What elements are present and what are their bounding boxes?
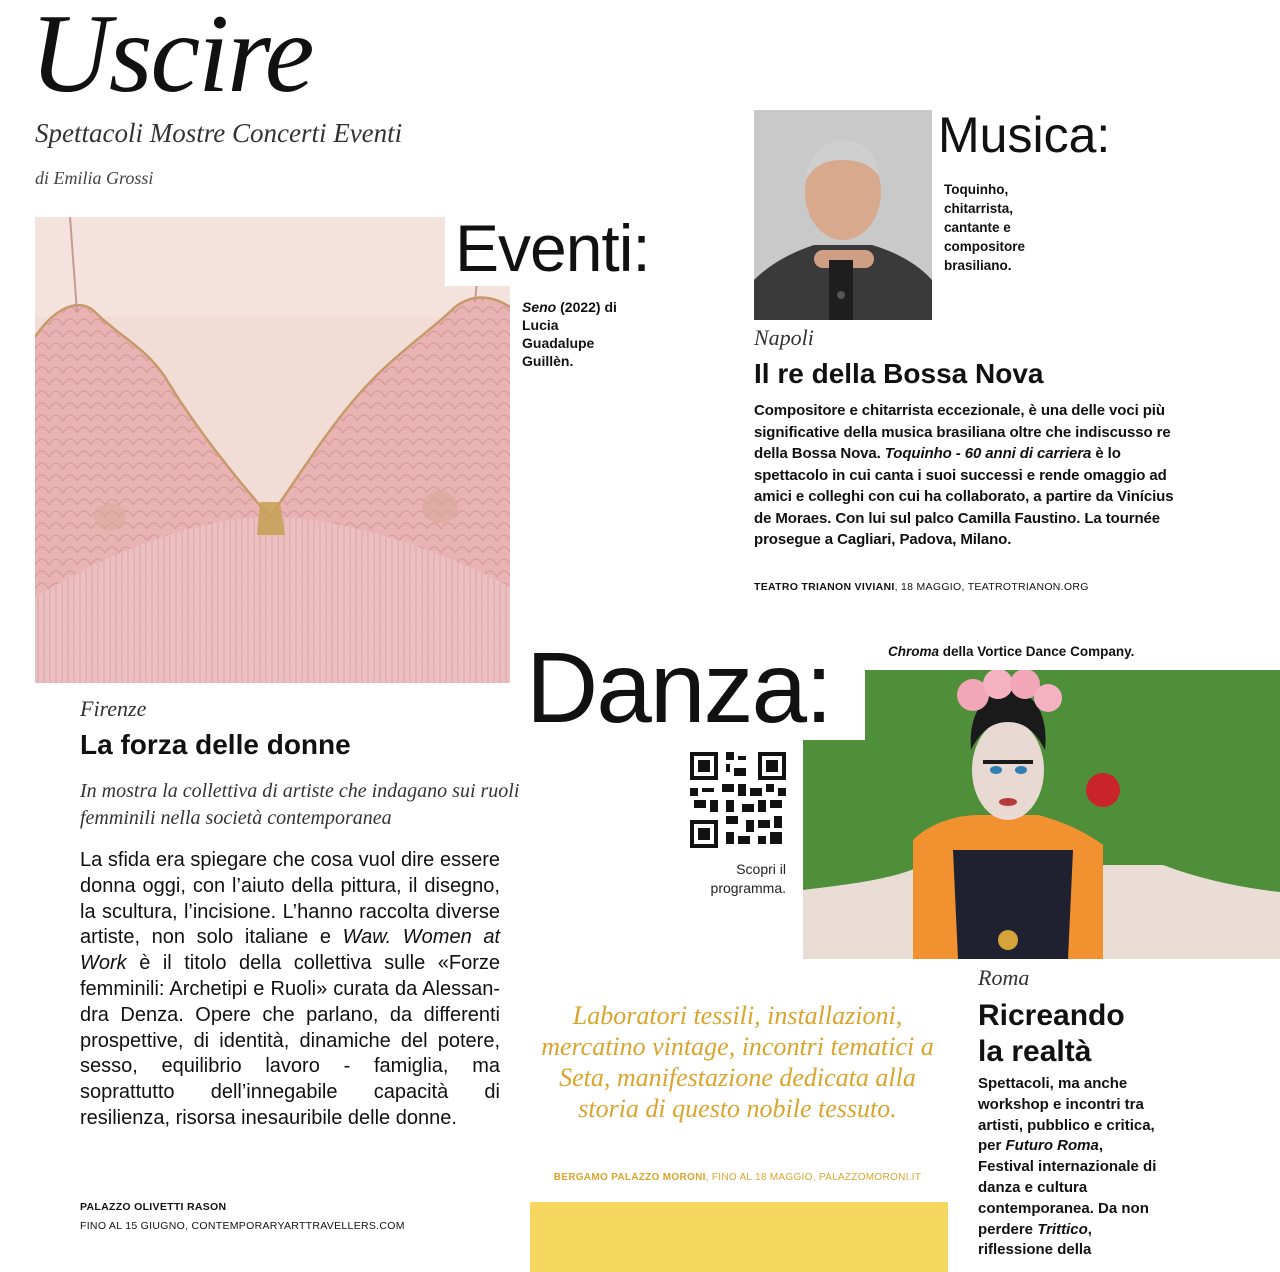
article-body-part-1: Compositore e chitarrista eccezionale, è una delle voci più significative della musica brasiliana oltre che indiscusso re della Bossa Nova. xyxy=(754,402,1171,462)
article-body xyxy=(754,400,1179,551)
article-date: FINO AL 15 GIUGNO, CONTEMPORARYARTTRAVELLERS.COM xyxy=(80,1220,405,1232)
article-title: Ricreando la realtà xyxy=(978,999,1125,1068)
article-body-part-2: , Festival internazionale di danza e cultura contemporanea. Da non perdere xyxy=(978,1137,1157,1238)
dance-caption-rest: della Vortice Dance Company. xyxy=(939,644,1135,659)
article-title: La forza delle donne xyxy=(80,729,351,760)
venue-date: , 18 MAGGIO, TEATROTRIANON.ORG xyxy=(894,581,1089,593)
byline: di Emilia Grossi xyxy=(35,168,154,188)
pull-quote-venue xyxy=(535,1172,940,1183)
musician-caption: Toquinho, chitarrista, cantante e compositore brasiliano. xyxy=(944,182,1026,273)
pull-quote: Laboratori tessili, installazioni, mercatino vintage, incontri tematici a Seta, manifestazione dedicata alla storia di questo nobile tessuto. xyxy=(541,1001,934,1123)
article-city: Napoli xyxy=(754,325,814,350)
article-title: Il re della Bossa Nova xyxy=(754,358,1044,389)
dance-photo-caption xyxy=(888,644,1134,659)
magazine-section-title: Uscire xyxy=(30,0,313,116)
article-body-part-2: è lo spettacolo in cui canta i suoi successi e rende omaggio ad amici e colleghi con cui ha collaborato, a partire da Vinícius de Moraes. Con lui sul palco Camilla Faustino. La tournée prosegue a Cagliari, Padova, Milano. xyxy=(754,445,1174,548)
venue-name: BERGAMO PALAZZO MORONI xyxy=(553,1172,706,1183)
artwork-caption-rest: (2022) di Lucia Guadalupe Guillèn. xyxy=(522,299,617,369)
eventi-heading: Eventi: xyxy=(455,211,650,285)
yellow-advert-block xyxy=(530,1202,948,1272)
qr-code[interactable] xyxy=(690,752,786,848)
musica-heading: Musica: xyxy=(938,107,1111,163)
article-body-italic: Toquinho - 60 anni di carriera xyxy=(884,445,1092,462)
qr-caption: Scopri il programma. xyxy=(710,861,786,896)
dancer-photo xyxy=(803,670,1280,959)
article-deck: In mostra la collettiva di artiste che indagano sui ruoli femminili nella società contemporanea xyxy=(80,780,520,829)
article-city: Firenze xyxy=(80,696,147,721)
article-body-part-1: La sfida era spiegare che cosa vuol dire essere donna oggi, con l’aiuto della pittura, il disegno, la scultura, l’incisione. L’hanno raccolta diverse artiste, non solo italiane e xyxy=(80,849,500,949)
section-subtitle: Spettacoli Mostre Concerti Eventi xyxy=(35,118,403,148)
article-body xyxy=(978,1074,1158,1272)
article-body-italic-2: Trittico xyxy=(1037,1220,1088,1238)
article-body xyxy=(80,848,500,1132)
artwork-image xyxy=(35,217,510,683)
venue-name: TEATRO TRIANON VIVIANI xyxy=(754,581,895,593)
article-city: Roma xyxy=(978,965,1030,990)
article-venue xyxy=(754,581,1089,593)
artwork-caption-title: Seno xyxy=(522,299,557,315)
artwork-caption xyxy=(522,298,632,370)
article-body-italic: Waw. Women at Work xyxy=(80,926,501,975)
article-body-italic-1: Futuro Roma xyxy=(1005,1137,1099,1155)
article-venue: PALAZZO OLIVETTI RASON xyxy=(80,1201,227,1213)
article-body-part-2: è il titolo della collettiva sulle «Forze femminili: Archetipi e Ruoli» curata da Alessandra Denza. Opere che parlano, da differenti prospettive, di identità, dinamiche del potere, sesso, equilibrio lavoro - famiglia, ma soprattutto dell’innegabile capacità di resilienza, risorsa inesauribile delle donne. xyxy=(80,952,500,1129)
venue-date: , FINO AL 18 MAGGIO, PALAZZOMORONI.IT xyxy=(705,1172,922,1183)
article-body-part-3: , riflessione della xyxy=(978,1220,1092,1259)
article-body-part-1: Spettacoli, ma anche workshop e incontri tra artisti, pubblico e critica, per xyxy=(978,1075,1155,1155)
danza-heading: Danza: xyxy=(526,632,831,744)
musician-photo xyxy=(754,110,932,320)
dance-caption-title: Chroma xyxy=(888,644,940,659)
